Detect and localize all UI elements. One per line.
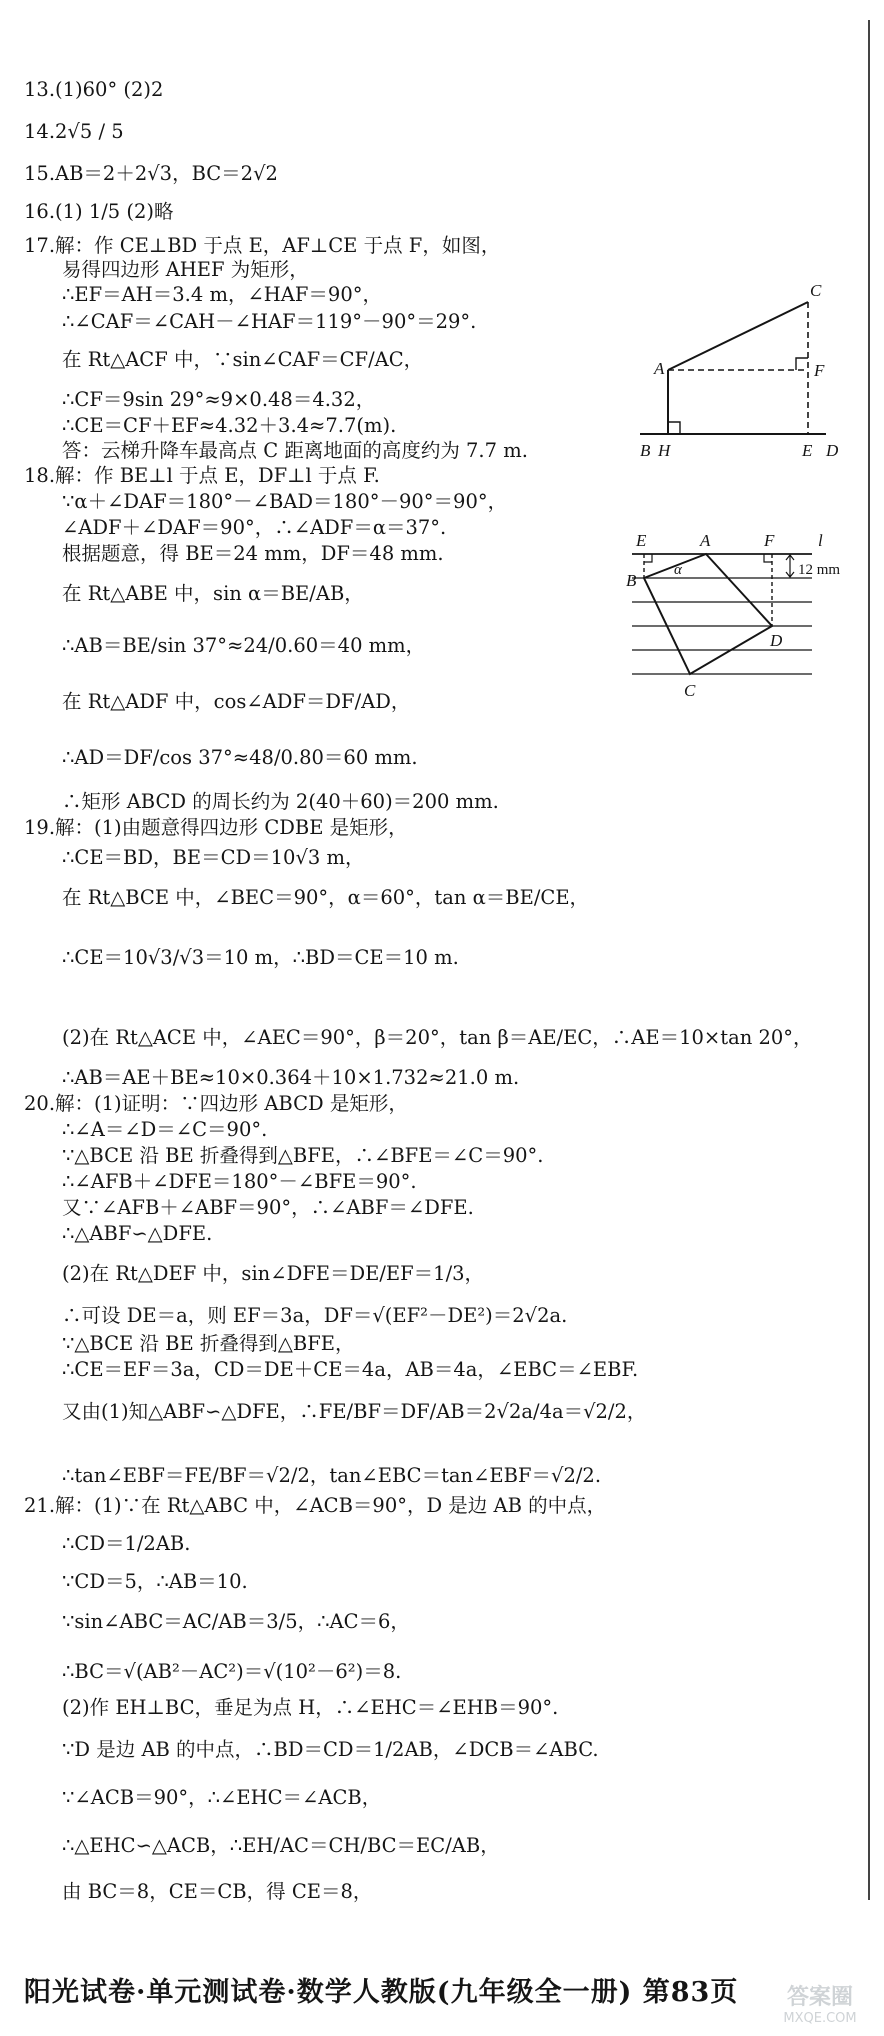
page-footer: 阳光试卷·单元测试卷·数学人教版(九年级全一册) 第83页 <box>24 1977 739 2008</box>
answer-line: ∠ADF＋∠DAF＝90°，∴∠ADF＝α＝37°. <box>62 516 447 539</box>
right-angle-mark <box>796 358 808 370</box>
answer-line: 14.2√5 / 5 <box>24 120 124 143</box>
page-edge-rule <box>868 20 870 1900</box>
answer-line: ∴EF＝AH＝3.4 m，∠HAF＝90°， <box>62 283 382 306</box>
answer-line: 13.(1)60° (2)2 <box>24 78 164 101</box>
label-H: H <box>658 441 671 460</box>
answer-line: 19.解：(1)由题意得四边形 CDBE 是矩形， <box>24 816 408 839</box>
label-A: A <box>654 359 665 378</box>
label-D: D <box>826 441 839 460</box>
label-B: B <box>640 441 651 460</box>
answer-line: ∴∠CAF＝∠CAH－∠HAF＝119°－90°＝29°. <box>62 310 477 333</box>
answer-line: ∴AB＝BE/sin 37°≈24/0.60＝40 mm， <box>62 634 426 657</box>
figure-17-diagram <box>626 276 848 476</box>
label-12mm: 12 mm <box>798 562 841 578</box>
answer-line: ∴矩形 ABCD 的周长约为 2(40＋60)＝200 mm. <box>62 790 499 813</box>
label-l: l <box>818 531 823 550</box>
answer-line: ∴可设 DE＝a，则 EF＝3a，DF＝√(EF²－DE²)＝2√2a. <box>62 1304 568 1327</box>
answer-line: 在 Rt△ADF 中，cos∠ADF＝DF/AD， <box>62 690 411 713</box>
answer-line: ∵D 是边 AB 的中点，∴BD＝CD＝1/2AB，∠DCB＝∠ABC. <box>62 1738 599 1761</box>
answer-line: 根据题意，得 BE＝24 mm，DF＝48 mm. <box>62 542 444 565</box>
segment-AC <box>668 302 808 370</box>
label-E: E <box>802 441 813 460</box>
answer-line: ∴BC＝√(AB²－AC²)＝√(10²－6²)＝8. <box>62 1660 402 1683</box>
label-alpha: α <box>674 562 682 578</box>
answer-line: ∴△ABF∽△DFE. <box>62 1222 213 1245</box>
watermark-logo: 答案圈 MXQE.COM <box>783 1985 857 2026</box>
answer-line: ∴AD＝DF/cos 37°≈48/0.80＝60 mm. <box>62 746 418 769</box>
answer-line: 又∵∠AFB＋∠ABF＝90°，∴∠ABF＝∠DFE. <box>62 1196 474 1219</box>
answer-line: 18.解：作 BE⊥l 于点 E，DF⊥l 于点 F. <box>24 464 380 487</box>
answer-line: 答：云梯升降车最高点 C 距离地面的高度约为 7.7 m. <box>62 439 528 462</box>
answer-line: ∴CE＝CF＋EF≈4.32＋3.4≈7.7(m). <box>62 414 397 437</box>
label-F: F <box>764 531 775 550</box>
answer-line: ∴CE＝EF＝3a，CD＝DE＋CE＝4a，AB＝4a，∠EBC＝∠EBF. <box>62 1358 639 1381</box>
answer-line: (2)在 Rt△ACE 中，∠AEC＝90°，β＝20°，tan β＝AE/EC，∴AE＝10×tan 20°， <box>62 1026 813 1049</box>
right-angle-mark <box>644 554 652 562</box>
answer-line: ∴∠AFB＋∠DFE＝180°－∠BFE＝90°. <box>62 1170 417 1193</box>
answer-line: 15.AB＝2＋2√3，BC＝2√2 <box>24 162 278 185</box>
answer-line: ∴CE＝10√3/√3＝10 m，∴BD＝CE＝10 m. <box>62 946 459 969</box>
rectangle-ABCD <box>644 554 772 674</box>
label-C: C <box>810 281 822 300</box>
answer-line: ∵α＋∠DAF＝180°－∠BAD＝180°－90°＝90°， <box>62 490 508 513</box>
answer-line: 又由(1)知△ABF∽△DFE，∴FE/BF＝DF/AB＝2√2a/4a＝√2/2， <box>62 1400 647 1423</box>
answer-line: 易得四边形 AHEF 为矩形， <box>62 258 309 281</box>
answer-line: (2)作 EH⊥BC，垂足为点 H，∴∠EHC＝∠EHB＝90°. <box>62 1696 559 1719</box>
label-D: D <box>770 631 783 650</box>
answer-line: ∴CF＝9sin 29°≈9×0.48＝4.32， <box>62 388 376 411</box>
answer-line: ∵△BCE 沿 BE 折叠得到△BFE， <box>62 1332 355 1355</box>
answer-line: ∴CE＝BD，BE＝CD＝10√3 m， <box>62 846 365 869</box>
label-F: F <box>814 361 825 380</box>
figure-18-diagram <box>622 522 862 712</box>
right-angle-mark <box>764 554 772 562</box>
answer-line: 在 Rt△ACF 中，∵sin∠CAF＝CF/AC， <box>62 348 424 371</box>
label-B: B <box>626 571 637 590</box>
answer-line: ∴tan∠EBF＝FE/BF＝√2/2，tan∠EBC＝tan∠EBF＝√2/2. <box>62 1464 602 1487</box>
answer-line: ∴△EHC∽△ACB，∴EH/AC＝CH/BC＝EC/AB， <box>62 1834 500 1857</box>
answer-line: 17.解：作 CE⊥BD 于点 E，AF⊥CE 于点 F，如图， <box>24 234 501 257</box>
answer-line: ∵sin∠ABC＝AC/AB＝3/5，∴AC＝6， <box>62 1610 410 1633</box>
answer-line: 20.解：(1)证明：∵四边形 ABCD 是矩形， <box>24 1092 408 1115</box>
answer-line: ∵CD＝5，∴AB＝10. <box>62 1570 248 1593</box>
label-E: E <box>636 531 647 550</box>
label-C: C <box>684 681 696 700</box>
label-A: A <box>700 531 711 550</box>
answer-line: ∴∠A＝∠D＝∠C＝90°. <box>62 1118 268 1141</box>
answer-line: ∵∠ACB＝90°，∴∠EHC＝∠ACB， <box>62 1786 382 1809</box>
answer-line: 在 Rt△BCE 中，∠BEC＝90°，α＝60°，tan α＝BE/CE， <box>62 886 590 909</box>
answer-line: 21.解：(1)∵在 Rt△ABC 中，∠ACB＝90°，D 是边 AB 的中点， <box>24 1494 607 1517</box>
answer-line: (2)在 Rt△DEF 中，sin∠DFE＝DE/EF＝1/3， <box>62 1262 485 1285</box>
answer-line: 由 BC＝8，CE＝CB，得 CE＝8， <box>62 1880 373 1903</box>
answer-line: ∴AB＝AE＋BE≈10×0.364＋10×1.732≈21.0 m. <box>62 1066 520 1089</box>
answer-line: 在 Rt△ABE 中，sin α＝BE/AB， <box>62 582 364 605</box>
answer-line: ∴CD＝1/2AB. <box>62 1532 191 1555</box>
answer-line: 16.(1) 1/5 (2)略 <box>24 200 174 223</box>
answer-line: ∵△BCE 沿 BE 折叠得到△BFE，∴∠BFE＝∠C＝90°. <box>62 1144 544 1167</box>
right-angle-mark <box>668 422 680 434</box>
